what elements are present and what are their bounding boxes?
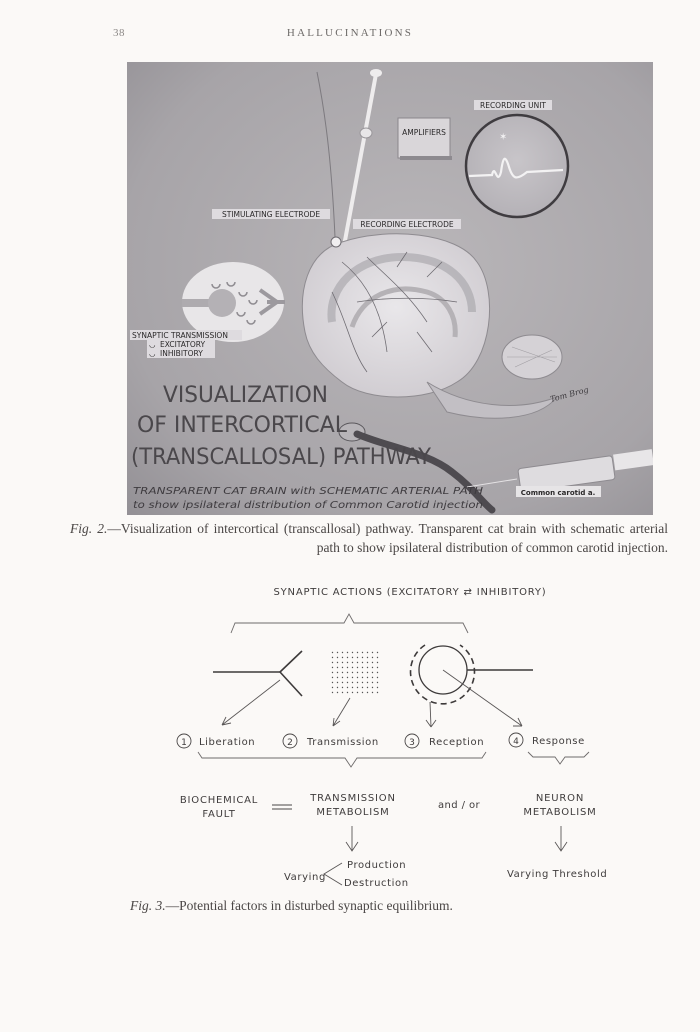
destruction-label: Destruction bbox=[344, 878, 409, 889]
spark-icon: ✶ bbox=[499, 132, 508, 143]
step-label: Response bbox=[532, 736, 585, 747]
production-label: Production bbox=[347, 860, 407, 871]
synaptic-cleft-dots bbox=[330, 650, 380, 695]
figure-3-label: Fig. 3. bbox=[130, 898, 166, 913]
and-or: and / or bbox=[438, 800, 480, 811]
biochemical-fault-line-1: BIOCHEMICAL bbox=[179, 795, 259, 806]
step-label: Liberation bbox=[199, 737, 256, 748]
step-number: 1 bbox=[181, 738, 187, 748]
step-number: 3 bbox=[409, 738, 415, 748]
subtitle-line-2: to show ipsilateral distribution of Common Carotid injection bbox=[133, 500, 483, 511]
transmission-metabolism-line-2: METABOLISM bbox=[316, 807, 390, 818]
label-inhibitory: INHIBITORY bbox=[160, 349, 203, 358]
neuron-brace bbox=[528, 752, 589, 764]
branch-bracket bbox=[324, 863, 342, 885]
amplifiers-box bbox=[398, 118, 452, 160]
varying-label: Varying bbox=[284, 872, 326, 883]
top-brace bbox=[231, 614, 468, 633]
figure-2-caption bbox=[70, 520, 668, 557]
label-excitatory: EXCITATORY bbox=[160, 340, 206, 349]
label-synaptic-transmission: SYNAPTIC TRANSMISSION bbox=[132, 331, 228, 340]
equals-text: = bbox=[282, 806, 283, 807]
stimulating-electrode-tip bbox=[331, 237, 341, 247]
title-line-2: OF INTERCORTICAL bbox=[137, 413, 348, 438]
figure-3-caption-text: —Potential factors in disturbed synaptic equilibrium. bbox=[165, 898, 453, 913]
axon-terminal-shape bbox=[213, 651, 302, 696]
neuron-metabolism-line-2: METABOLISM bbox=[523, 807, 597, 818]
inhibitory-symbol-icon: ◡ bbox=[149, 349, 156, 358]
step-label: Transmission bbox=[307, 737, 379, 748]
excitatory-symbol-icon: ◡ bbox=[149, 340, 156, 349]
page-number: 38 bbox=[113, 27, 125, 39]
step-number: 2 bbox=[287, 738, 293, 748]
label-recording-unit: RECORDING UNIT bbox=[480, 101, 546, 110]
figure-2-label: Fig. 2. bbox=[70, 521, 108, 536]
varying-threshold-label: Varying Threshold bbox=[507, 869, 608, 880]
label-common-carotid: Common carotid a. bbox=[520, 489, 596, 497]
step-label: Reception bbox=[429, 737, 485, 748]
running-head: HALLUCINATIONS bbox=[286, 27, 414, 39]
step-1 bbox=[177, 734, 255, 748]
down-arrows bbox=[346, 826, 567, 851]
step-2 bbox=[283, 734, 379, 748]
label-recording-electrode: RECORDING ELECTRODE bbox=[360, 220, 454, 229]
step-4 bbox=[509, 733, 585, 747]
biochemical-fault-line-2: FAULT bbox=[202, 809, 236, 820]
step-3 bbox=[405, 734, 484, 748]
transmission-brace bbox=[198, 752, 486, 767]
subtitle-line-1: TRANSPARENT CAT BRAIN with SCHEMATIC ARTERIAL PATH bbox=[133, 486, 484, 497]
figure-2-illustration bbox=[127, 62, 653, 515]
step-number: 4 bbox=[513, 737, 519, 747]
label-amplifiers: AMPLIFIERS bbox=[402, 128, 446, 137]
figure-2-caption-text: —Visualization of intercortical (transcallosal) pathway. Transparent cat brain with schematic arterial path to show ipsilateral distribution of common carotid injection. bbox=[107, 521, 668, 555]
figure-3-diagram bbox=[0, 570, 700, 900]
artist-signature: Tom Brog bbox=[549, 385, 590, 404]
label-stimulating-electrode: STIMULATING ELECTRODE bbox=[221, 210, 321, 219]
transmission-metabolism-line-1: TRANSMISSION bbox=[310, 793, 396, 804]
figure-3-caption bbox=[130, 898, 453, 914]
neuron-metabolism-line-1: NEURON bbox=[535, 793, 585, 804]
title-line-1: VISUALIZATION bbox=[163, 383, 328, 408]
diagram-title: SYNAPTIC ACTIONS (EXCITATORY ⇄ INHIBITORY) bbox=[273, 587, 547, 598]
receiving-neuron-shape bbox=[411, 645, 534, 704]
oscilloscope-screen bbox=[466, 115, 568, 217]
title-line-3: (TRANSCALLOSAL) PATHWAY bbox=[131, 445, 432, 470]
